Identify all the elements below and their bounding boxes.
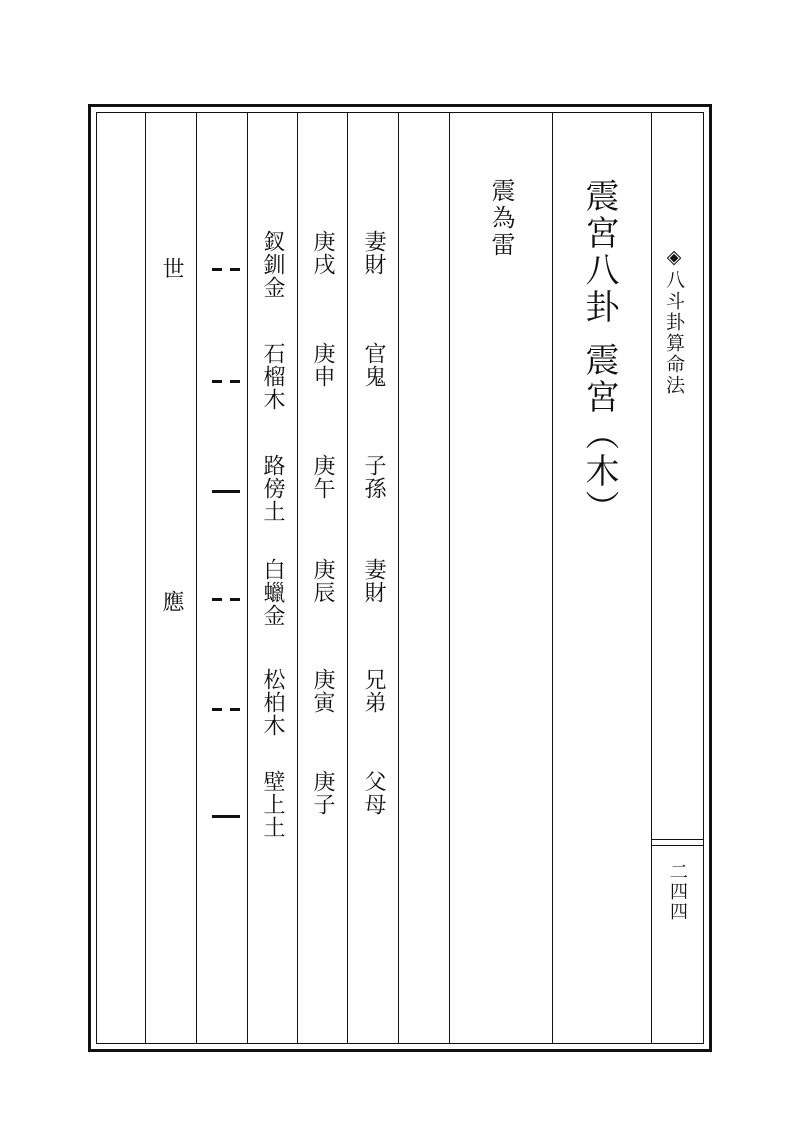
chapter-title: 震宮八卦震宮（木）	[579, 178, 619, 527]
relation-cell: 子孫	[361, 454, 386, 500]
yin-line	[212, 598, 240, 601]
shi-marker: 世	[159, 257, 184, 280]
book-title: ◈八斗卦算命法	[663, 246, 685, 396]
margin-rule	[651, 845, 704, 846]
nayin-cell: 白蠟金	[260, 558, 285, 627]
yang-line	[212, 815, 240, 818]
column-divider	[145, 113, 146, 1043]
column-divider	[552, 113, 553, 1043]
hexagram-name: 震為雷	[487, 178, 515, 259]
relation-cell: 妻財	[361, 558, 386, 604]
branch-cell: 庚辰	[310, 558, 335, 604]
nayin-cell: 松柏木	[260, 668, 285, 737]
yang-line	[212, 490, 240, 493]
branch-cell: 庚寅	[310, 668, 335, 714]
column-divider	[196, 113, 197, 1043]
relation-cell: 官鬼	[361, 342, 386, 388]
nayin-cell: 壁上土	[260, 770, 285, 839]
relation-cell: 父母	[361, 770, 386, 816]
branch-cell: 庚申	[310, 342, 335, 388]
yin-line	[212, 380, 240, 383]
relation-cell: 妻財	[361, 230, 386, 276]
page-number: 二四四	[667, 862, 688, 922]
branch-cell: 庚戌	[310, 230, 335, 276]
column-divider	[651, 113, 652, 1043]
column-divider	[297, 113, 298, 1043]
nayin-cell: 釵釧金	[260, 230, 285, 299]
diamond-icon: ◈	[663, 246, 685, 270]
branch-cell: 庚午	[310, 454, 335, 500]
ying-marker: 應	[159, 590, 184, 613]
column-divider	[398, 113, 399, 1043]
branch-cell: 庚子	[310, 770, 335, 816]
column-divider	[449, 113, 450, 1043]
yin-line	[212, 268, 240, 271]
column-divider	[347, 113, 348, 1043]
nayin-cell: 石榴木	[260, 342, 285, 411]
nayin-cell: 路傍土	[260, 454, 285, 523]
relation-cell: 兄弟	[361, 668, 386, 714]
column-divider	[247, 113, 248, 1043]
margin-rule	[651, 839, 704, 840]
yin-line	[212, 708, 240, 711]
